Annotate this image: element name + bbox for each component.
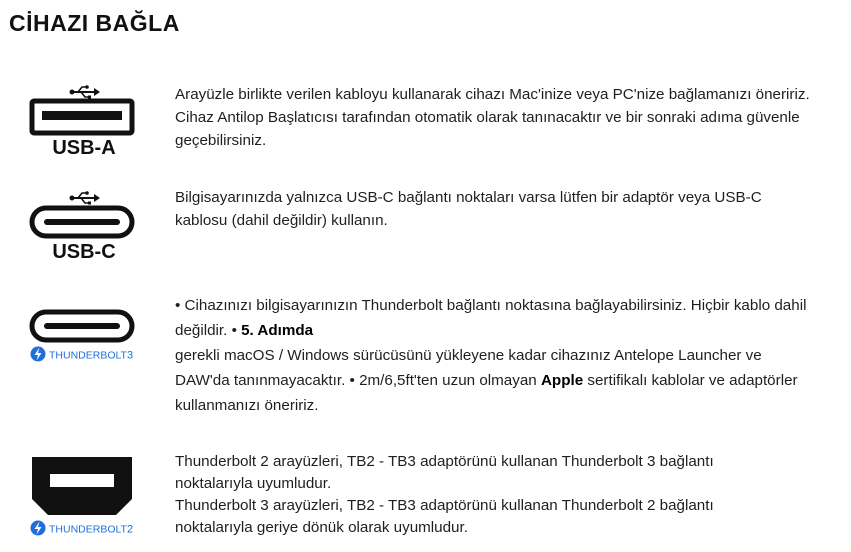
thunderbolt-3-icon <box>28 308 140 368</box>
thunderbolt-2-icon <box>28 453 140 541</box>
usb-trident-icon <box>70 191 101 204</box>
page-title: CİHAZI BAĞLA <box>9 10 180 36</box>
thunderbolt-bolt-icon <box>31 521 46 536</box>
usb-trident-icon <box>70 85 101 98</box>
usb-a-description: Arayüzle birlikte verilen kabloyu kullanarak cihazı Mac'inize veya PC'nize bağlamanızı öneririz. Cihaz Antilop Başlatıcısı tarafından otomatik olarak tanınacaktır ve bir sonraki adıma güvenle geçebilirsiniz. <box>175 86 810 149</box>
usb-a-icon <box>28 82 140 160</box>
thunderbolt-2-label: THUNDERBOLT2 <box>49 523 134 536</box>
apple-brand: Apple <box>540 372 584 389</box>
thunderbolt-3-description: • Cihazınızı bilgisayarınızın Thunderbolt bağlantı noktasına bağlayabilirsiniz. Hiçbir kablo dahil değildir. • 5. Adımda gerekli macOS / Windows sürücüsünü yükleyene kadar cihazınız Antelope Launcher ve DAW'da tanınmayacaktır. • 2m/6,5ft'ten uzun olmayan Apple sertifikalı kablolar ve adaptörler kullanmanızı öneririz. <box>175 297 807 414</box>
usb-c-label: USB-C <box>52 241 116 263</box>
thunderbolt-3-label: THUNDERBOLT3 <box>49 349 134 362</box>
usb-a-label: USB-A <box>52 137 116 159</box>
step-reference: 5. Adımda <box>241 322 314 339</box>
thunderbolt-2-description: Thunderbolt 2 arayüzleri, TB2 - TB3 adaptörünü kullanan Thunderbolt 3 bağlantı noktalarıyla uyumludur. Thunderbolt 3 arayüzleri, TB2 - TB3 adaptörünü kullanan Thunderbolt 2 bağlantı noktalarıyla geriye dönük olarak uyumludur. <box>175 453 714 536</box>
usb-c-icon <box>28 188 140 266</box>
usb-c-description: Bilgisayarınızda yalnızca USB-C bağlantı noktaları varsa lütfen bir adaptör veya USB-C kablosu (dahil değildir) kullanın. <box>175 189 762 229</box>
thunderbolt-bolt-icon <box>31 347 46 362</box>
